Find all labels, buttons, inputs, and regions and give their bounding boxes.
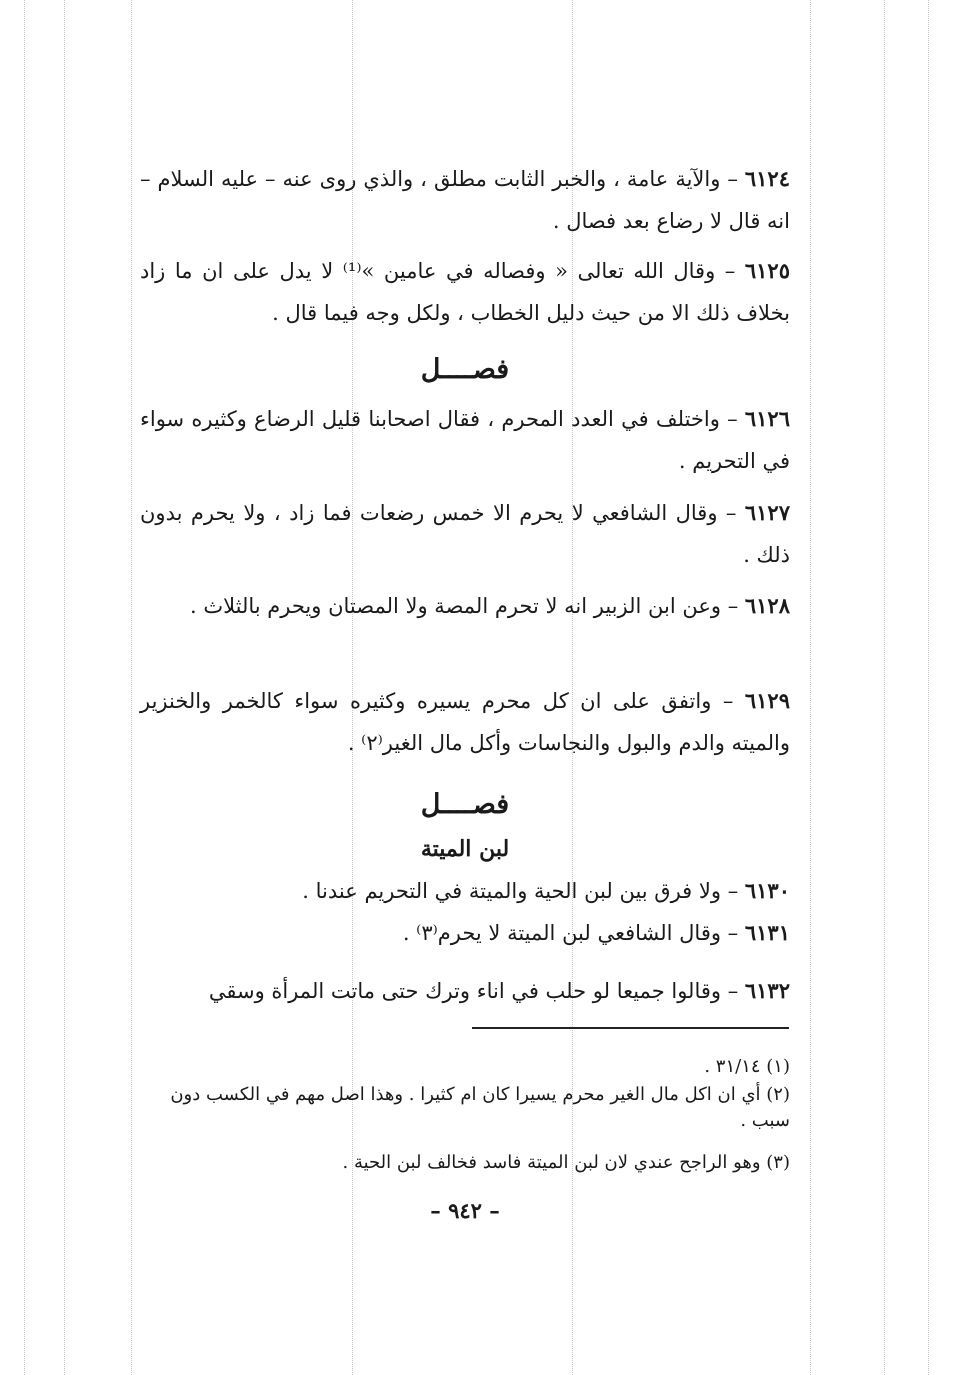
paragraph-number: ٦١٣٠: [744, 878, 790, 903]
margin-guide-line: [131, 0, 132, 1375]
margin-guide-line: [884, 0, 885, 1375]
footnote-1: (١) ٣١/١٤ .: [704, 1056, 790, 1077]
paragraph-text: – وقال الشافعي لا يحرم الا خمس رضعات فما زاد ، ولا يحرم بدون ذلك .: [140, 501, 790, 567]
paragraph-6129: [140, 680, 790, 764]
paragraph-number: ٦١٢٨: [744, 593, 790, 618]
margin-guide-line: [810, 0, 811, 1375]
footnote-2: (٢) أي ان اكل مال الغير محرم يسيرا كان ام كثيرا . وهذا اصل مهم في الكسب دون سبب .: [170, 1084, 790, 1131]
paragraph-number: ٦١٢٧: [744, 500, 790, 525]
paragraph-text: – وقال الله تعالى « وفصاله في عامين »⁽¹⁾ لا يدل على ان ما زاد بخلاف ذلك الا من حيث دليل الخطاب ، ولكل وجه فيما قال .: [140, 259, 790, 325]
paragraph-number: ٦١٢٤: [744, 166, 790, 191]
section-subheading: لبن الميتة: [420, 836, 510, 862]
paragraph-number: ٦١٢٦: [744, 406, 790, 431]
paragraph-6124: [140, 158, 790, 242]
paragraph-number: ٦١٢٥: [744, 258, 790, 283]
section-heading-fasl: فصــــل: [420, 789, 510, 820]
paragraph-6128: [140, 585, 790, 627]
margin-guide-line: [928, 0, 929, 1375]
paragraph-number: ٦١٣٢: [744, 978, 790, 1003]
margin-guide-line: [24, 0, 25, 1375]
margin-guide-line: [64, 0, 65, 1375]
paragraph-text: – وعن ابن الزبير انه لا تحرم المصة ولا المصتان ويحرم بالثلاث .: [189, 594, 745, 618]
paragraph-text: – وقال الشافعي لبن الميتة لا يحرم⁽٣⁾ .: [402, 921, 745, 945]
paragraph-6132: [140, 970, 790, 1012]
paragraph-6126: [140, 398, 790, 482]
paragraph-6130: [140, 872, 790, 910]
paragraph-text: – وقالوا جميعا لو حلب في اناء وترك حتى ماتت المرأة وسقي: [208, 979, 745, 1003]
footnote-separator: [472, 1027, 789, 1029]
section-heading-fasl: فصــــل: [420, 354, 510, 385]
paragraph-text: – ولا فرق بين لبن الحية والميتة في التحريم عندنا .: [302, 879, 745, 903]
paragraph-6125: [140, 250, 790, 334]
paragraph-number: ٦١٢٩: [744, 688, 790, 713]
paragraph-6131: [140, 914, 790, 952]
paragraph-text: – واختلف في العدد المحرم ، فقال اصحابنا قليل الرضاع وكثيره سواء في التحريم .: [140, 407, 790, 473]
paragraph-6127: [140, 492, 790, 576]
page-number: – ٩٤٢ –: [430, 1198, 500, 1223]
footnote-3: (٣) وهو الراجح عندي لان لبن الميتة فاسد فخالف لبن الحية .: [342, 1152, 790, 1173]
paragraph-text: – واتفق على ان كل محرم يسيره وكثيره سواء كالخمر والخنزير والميته والدم والبول والنجاسات وأكل مال الغير⁽٢⁾ .: [140, 689, 790, 755]
paragraph-text: – والآية عامة ، والخبر الثابت مطلق ، والذي روى عنه – عليه السلام – انه قال لا رضاع بعد فصال .: [140, 167, 790, 233]
paragraph-number: ٦١٣١: [744, 920, 790, 945]
